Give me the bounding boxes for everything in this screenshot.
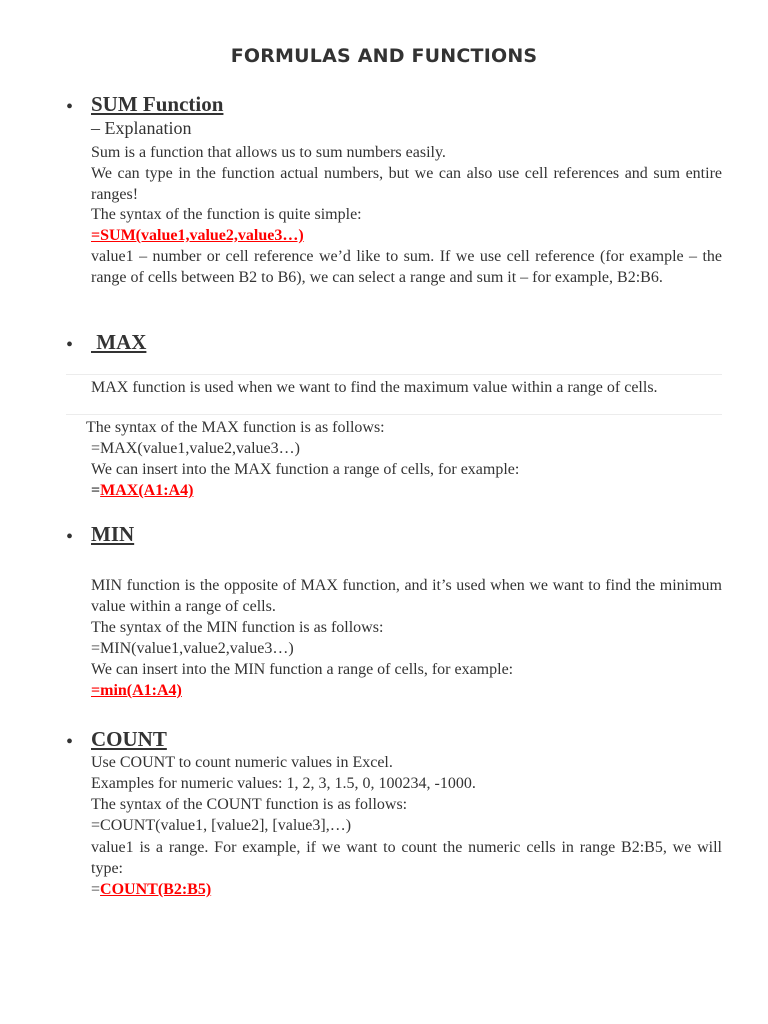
max-heading: MAX: [91, 330, 147, 354]
max-example-prefix: =: [91, 482, 101, 499]
bullet-icon: •: [66, 731, 74, 753]
min-line-2: The syntax of the MIN function is as follows:: [91, 619, 384, 636]
count-heading: COUNT: [91, 727, 167, 751]
count-paragraph-1: value1 is a range. For example, if we want to count the numeric cells in range B2:B5, we will type:: [91, 839, 722, 877]
count-syntax: =COUNT(value1, [value2], [value3],…): [91, 817, 352, 834]
bullet-icon: •: [66, 526, 74, 548]
min-syntax: =MIN(value1,value2,value3…): [91, 640, 294, 657]
sum-syntax: =SUM(value1,value2,value3…): [91, 227, 304, 244]
max-line-1: MAX function is used when we want to find the maximum value within a range of cells.: [91, 379, 658, 396]
bullet-icon: •: [66, 334, 74, 356]
count-line-1: Use COUNT to count numeric values in Excel.: [91, 754, 393, 771]
max-syntax: =MAX(value1,value2,value3…): [91, 440, 300, 457]
sum-heading: SUM Function: [91, 92, 224, 116]
count-line-3: The syntax of the COUNT function is as follows:: [91, 796, 408, 813]
max-line-2: The syntax of the MAX function is as follows:: [86, 419, 385, 436]
divider: [66, 374, 722, 375]
min-heading: MIN: [91, 522, 135, 546]
min-line-3: We can insert into the MIN function a range of cells, for example:: [91, 661, 514, 678]
count-line-2: Examples for numeric values: 1, 2, 3, 1.5, 0, 100234, -1000.: [91, 775, 476, 792]
divider: [66, 414, 722, 415]
count-example: [91, 879, 211, 900]
sum-paragraph-2: value1 – number or cell reference we’d like to sum. If we use cell reference (for example – the range of cells between B2 to B6), we can select a range and sum it – for example, B2:B6.: [91, 248, 722, 286]
sum-subheading: – Explanation: [91, 118, 192, 138]
document-title: FORMULAS AND FUNCTIONS: [230, 45, 538, 67]
sum-line-2: The syntax of the function is quite simple:: [91, 206, 362, 223]
min-example: =min(A1:A4): [91, 682, 182, 699]
sum-paragraph-1: We can type in the function actual numbers, but we can also use cell references and sum entire ranges!: [91, 165, 722, 203]
count-example-prefix: =: [91, 881, 101, 898]
count-example-formula: COUNT(B2:B5): [100, 881, 212, 898]
sum-line-1: Sum is a function that allows us to sum numbers easily.: [91, 144, 446, 161]
max-example: [91, 480, 193, 501]
min-paragraph-1: MIN function is the opposite of MAX function, and it’s used when we want to find the minimum value within a range of cells.: [91, 577, 722, 615]
bullet-icon: •: [66, 96, 74, 118]
max-example-formula: MAX(A1:A4): [100, 482, 194, 499]
max-line-3: We can insert into the MAX function a range of cells, for example:: [91, 461, 520, 478]
